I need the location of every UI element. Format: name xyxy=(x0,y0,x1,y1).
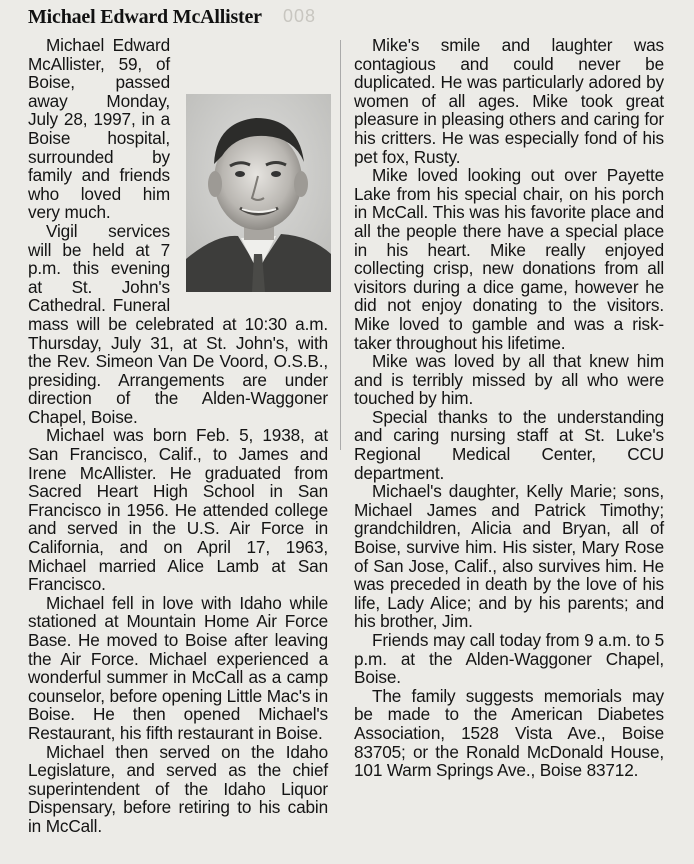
paragraph: Michael then served on the Idaho Legislature, and served as the chief superintendent of the Idaho Liquor Dispensary, before retiring to his cabin in McCall. xyxy=(28,741,328,836)
paragraph: Mike's smile and laughter was contagious and could never be duplicated. He was particularly adored by women of all ages. Mike took great pleasure in pleasing others and caring for his critters. He was especially fond of his pet fox, Rusty. xyxy=(354,35,664,167)
paragraph: Michael fell in love with Idaho while stationed at Mountain Home Air Force Base. He moved to Boise after leaving the Air Force. Michael experienced a wonderful summer in McCall as a camp counselor, before opening Little Mac's in Boise. He then opened Michael's Restaurant, his fifth restaurant in Boise. xyxy=(28,592,329,743)
paragraph: Special thanks to the understanding and caring nursing staff at St. Luke's Regional Medical Center, CCU department. xyxy=(354,406,664,483)
paragraph: Mike was loved by all that knew him and is terribly missed by all who were touched by him. xyxy=(354,351,664,409)
column-divider xyxy=(340,40,341,450)
paragraph: Michael Edward McAllister, 59, of Boise, passed away Monday, July 28, 1997, in a Boise hospital, surrounded by family and friends who loved him very much. xyxy=(28,35,170,223)
stamp-number: 008 xyxy=(283,6,317,26)
paragraph: Vigil services will be held at 7 p.m. this evening at St. John's Cathedral. Funeral mass will be celebrated at 10:30 a.m. Thursday, July 31, at St. John's, with the Rev. Simeon Van De Voord, O.S.B., presiding. Arrangements are under direction of the Alden-Waggoner Chapel, Boise. xyxy=(28,220,328,427)
paragraph: The family suggests memorials may be made to the American Diabetes Association, 1528 Vista Ave., Boise 83705; or the Ronald McDonald House, 101 Warm Springs Ave., Boise 83712. xyxy=(354,685,664,781)
portrait-illustration xyxy=(186,94,331,292)
paragraph: Mike loved looking out over Payette Lake from his special chair, on his porch in McCall. This was his favorite place and all the people there have a special place in his heart. Mike really enjoyed collecting crisp, new donations from all visitors during a dice game, however he did not enjoy donating to the visitors. Mike loved to gamble and was a risk-taker throughout his lifetime. xyxy=(354,165,664,353)
obituary-headline: Michael Edward McAllister xyxy=(28,6,262,28)
paragraph: Michael's daughter, Kelly Marie; sons, Michael James and Patrick Timothy; grandchildren, Alicia and Bryan, all of Boise, survive him. His sister, Mary Rose of San Jose, Calif., also survives him. He was preceded in death by the love of his life, Lady Alice; and by his parents; and his brother, Jim. xyxy=(354,481,664,632)
right-column xyxy=(354,36,664,780)
paragraph: Michael was born Feb. 5, 1938, at San Francisco, Calif., to James and Irene McAllister. He graduated from Sacred Heart High School in San Francisco in 1956. He attended college and served in the U.S. Air Force in California, and on April 17, 1963, Michael married Alice Lamb at San Francisco. xyxy=(28,425,328,595)
portrait-photo xyxy=(186,94,331,292)
paragraph: Friends may call today from 9 a.m. to 5 p.m. at the Alden-Waggoner Chapel, Boise. xyxy=(354,630,664,688)
